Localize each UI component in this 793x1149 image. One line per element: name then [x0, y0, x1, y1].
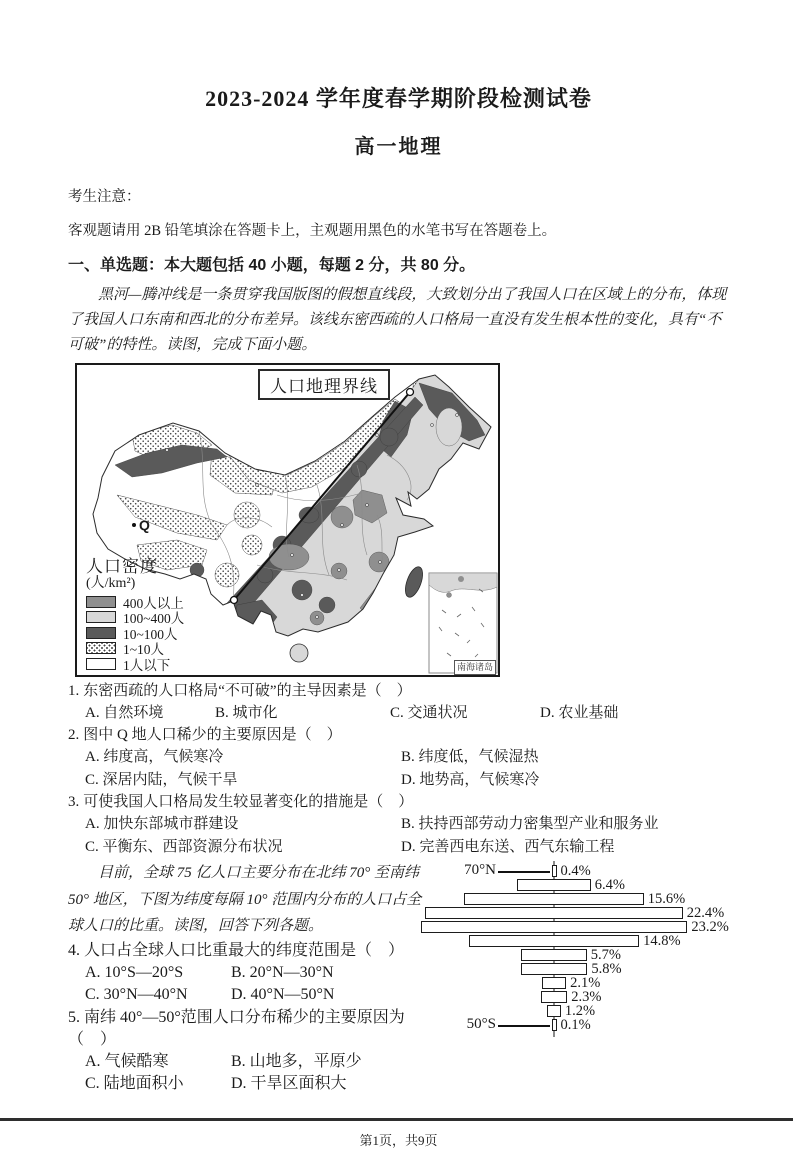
question-text: 东密西疏的人口格局“不可破”的主导因素是（ ）: [83, 683, 412, 699]
passage-global-population: 目前，全球 75 亿人口主要分布在北纬 70° 至南纬 50° 地区，下图为纬度每隔 10° 范围内分布的人口占全球人口的比重。读图，回答下列各题。: [68, 865, 422, 934]
chart-bar: [542, 977, 566, 989]
legend-swatch: [86, 658, 116, 670]
subject-title: 高一地理: [354, 136, 443, 158]
page-footer: 第1页，共9页: [359, 1132, 438, 1148]
questions-4-5-section: [68, 860, 729, 1096]
legend-swatch: [86, 627, 116, 639]
chart-band-row: [420, 865, 755, 879]
legend-unit: (人/km²): [86, 576, 136, 591]
chart-bar: [547, 1005, 561, 1017]
question-options: [68, 746, 729, 791]
legend-item-label: 100~400人: [123, 611, 185, 627]
notice-text: 客观题请用 2B 铅笔填涂在答题卡上，主观题用黑色的水笔书写在答题卷上。: [68, 223, 557, 239]
question-options: [68, 962, 430, 1007]
chart-band-row: [420, 1019, 755, 1033]
passage-hu-line: 黑河—腾冲线是一条贯穿我国版图的假想直线段，大致划分出了我国人口在区域上的分布，体现了我国人口东南和西北的分布差异。该线东密西疏的人口格局一直没有发生根本性的变化，具有“不可破”的特性。读图，完成下面小题。: [68, 287, 727, 353]
option-item: A. 纬度高，气候寒冷: [85, 749, 224, 765]
south-china-sea-inset-label: 南海诸岛: [454, 660, 496, 675]
question-item: [68, 680, 729, 702]
taiwan-island: [402, 565, 426, 600]
chart-bar: [517, 879, 591, 891]
q-point-dot-icon: [132, 523, 136, 527]
legend-item-label: 1~10人: [123, 642, 165, 658]
latitude-chart: [420, 862, 755, 1035]
legend-swatch: [86, 596, 116, 608]
question-number: 2.: [68, 727, 80, 743]
question-item: [68, 1007, 430, 1051]
chart-bar: [464, 893, 643, 905]
question-item: [68, 724, 729, 746]
question-number: 5.: [68, 1008, 80, 1026]
question-number: 1.: [68, 683, 80, 699]
option-item: B. 山地多，平原少: [231, 1052, 362, 1070]
option-item: D. 农业基础: [540, 705, 619, 721]
density-legend: [86, 558, 184, 672]
legend-swatch: [86, 642, 116, 654]
notice-label: 考生注意：: [68, 189, 141, 205]
option-item: C. 陆地面积小: [85, 1075, 184, 1092]
option-item: D. 完善西电东送、西气东输工程: [401, 838, 615, 855]
option-item: A. 自然环境: [85, 705, 164, 721]
hainan-island: [290, 644, 308, 662]
question-item: [68, 791, 729, 813]
legend-item-label: 400人以上: [123, 595, 184, 611]
option-item: C. 平衡东、西部资源分布状况: [85, 838, 283, 855]
option-item: C. 深居内陆，气候干旱: [85, 771, 238, 788]
legend-row: [86, 656, 184, 672]
question-number: 3.: [68, 794, 80, 810]
legend-swatch: [86, 611, 116, 623]
question-options: [68, 813, 729, 858]
chart-value-label: 6.4%: [594, 877, 626, 893]
chart-value-label: 15.6%: [647, 891, 686, 907]
china-population-map-figure: [75, 363, 500, 677]
questions-4-5-text-column: [68, 860, 430, 1096]
question-text: 可使我国人口格局发生较显著变化的措施是（ ）: [83, 794, 414, 810]
option-item: B. 纬度低，气候湿热: [401, 749, 539, 765]
chart-band-row: [420, 921, 755, 935]
question-options: [68, 702, 729, 724]
question-text: 南纬 40°—50°范围人口分布稀少的主要原因为（ ）: [68, 1008, 405, 1048]
q-point-label: Q: [139, 517, 150, 533]
chart-value-label: 0.1%: [560, 1017, 591, 1033]
chart-value-label: 14.8%: [643, 933, 681, 949]
chart-bar: [421, 921, 688, 933]
option-item: B. 城市化: [215, 705, 278, 721]
chart-bar: [552, 865, 557, 877]
section-heading: 一、单选题：本大题包括 40 小题，每题 2 分，共 80 分。: [68, 257, 476, 274]
option-item: A. 10°S—20°S: [85, 963, 184, 981]
questions-block: [68, 680, 729, 858]
south-china-sea-inset: [429, 573, 497, 673]
hu-line-endpoint-heihe: [407, 389, 414, 396]
question-text: 人口占全球人口比重最大的纬度范围是（ ）: [84, 941, 405, 959]
chart-value-label: 2.3%: [571, 989, 602, 1005]
option-item: A. 气候酷寒: [85, 1052, 169, 1070]
legend-item-label: 10~100人: [123, 626, 178, 642]
option-item: B. 扶持西部劳动力密集型产业和服务业: [401, 816, 659, 832]
question-number: 4.: [68, 941, 80, 959]
chart-band-row: [420, 879, 755, 893]
option-item: D. 40°N—50°N: [231, 986, 335, 1003]
chart-value-label: 2.1%: [570, 975, 601, 991]
option-item: C. 交通状况: [390, 705, 468, 721]
chart-value-label: 22.4%: [686, 905, 725, 921]
chart-bar: [552, 1019, 557, 1031]
page-title: 2023-2024 学年度春学期阶段检测试卷: [205, 86, 592, 111]
legend-item-label: 1人以下: [123, 657, 171, 673]
q-point-marker: [132, 517, 150, 533]
chart-value-label: 23.2%: [691, 919, 729, 935]
chart-bar: [541, 991, 567, 1003]
map-title-label: 人口地理界线: [258, 369, 390, 400]
hu-line-endpoint-tengchong: [231, 597, 238, 604]
chart-value-label: 0.4%: [560, 863, 591, 879]
chart-bar: [469, 935, 639, 947]
chart-bar: [521, 963, 588, 975]
chart-band-row: [420, 935, 755, 949]
question-text: 图中 Q 地人口稀少的主要原因是（ ）: [83, 727, 342, 743]
chart-value-label: 1.2%: [564, 1003, 596, 1019]
chart-value-label: 5.7%: [590, 947, 621, 963]
chart-value-label: 5.8%: [591, 961, 622, 977]
option-item: B. 20°N—30°N: [231, 963, 334, 981]
page-bottom-rule: [0, 1118, 793, 1121]
question-item: [68, 940, 430, 962]
option-item: C. 30°N—40°N: [85, 986, 188, 1003]
chart-top-label: 70°N: [464, 862, 496, 878]
chart-bar: [521, 949, 587, 961]
chart-bar: [425, 907, 683, 919]
option-item: D. 地势高，气候寒冷: [401, 771, 540, 788]
chart-band-row: [420, 949, 755, 963]
question-options: [68, 1051, 430, 1096]
chart-bottom-label: 50°S: [466, 1016, 496, 1032]
legend-title: 人口密度: [86, 557, 158, 576]
option-item: D. 干旱区面积大: [231, 1075, 347, 1092]
option-item: A. 加快东部城市群建设: [85, 816, 239, 832]
